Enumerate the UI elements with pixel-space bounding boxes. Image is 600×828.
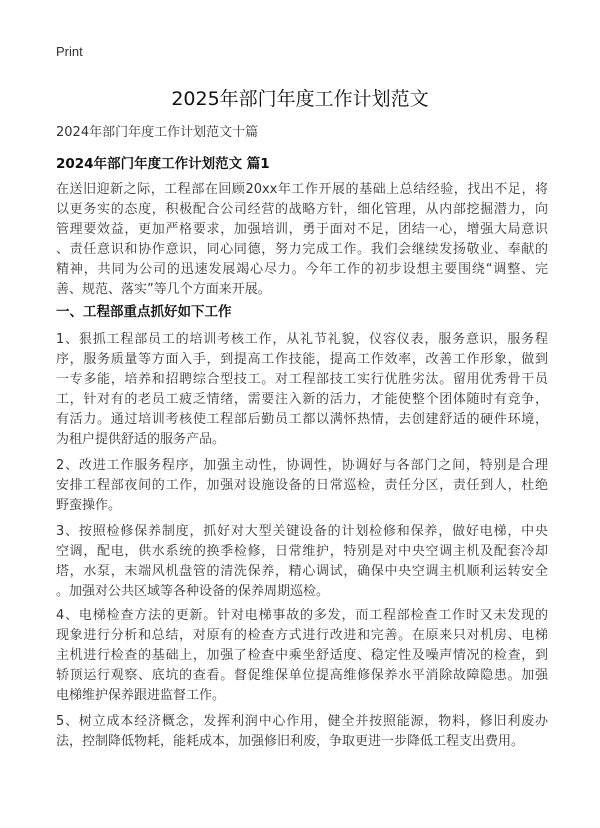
text-line: 现象进行分析和总结，对原有的检查方式进行改进和完善。在原来只对机房、电梯	[56, 628, 548, 643]
text-line: 以更务实的态度，积极配合公司经营的战略方针，细化管理，从内部挖掘潜力，向	[56, 202, 548, 217]
text-line: 3、按照检修保养制度，抓好对大型关键设备的计划检修和保养，做好电梯，中央	[56, 524, 548, 539]
text-line: 安排工程部夜间的工作，加强对设施设备的日常巡检，责任分区，责任到人，杜绝	[56, 478, 548, 493]
item-paragraph-3	[56, 522, 548, 602]
item-paragraph-1	[56, 330, 548, 450]
text-line: 2、改进工作服务程序，加强主动性，协调性，协调好与各部门之间，特别是合理	[56, 458, 548, 473]
print-label[interactable]: Print	[56, 44, 83, 59]
text-line: 有活力。通过培训考核使工程部后勤员工都以满怀热情，去创建舒适的硬件环境，	[56, 412, 548, 427]
item-paragraph-2	[56, 456, 548, 516]
text-line: 塔，水泵，末端风机盘管的清洗保养，精心调试，确保中央空调主机顺利运转安全	[56, 564, 548, 579]
item-paragraph-5	[56, 712, 548, 752]
text-line: 电梯维护保养跟进监督工作。	[56, 688, 226, 703]
text-line: 、责任意识和协作意识，同心同德，努力完成工作。我们会继续发扬敬业、奉献的	[56, 242, 548, 257]
text-line: 序，服务质量等方面入手，到提高工作技能，提高工作效率，改善工作形象，做到	[56, 352, 548, 367]
text-line: 为租户提供舒适的服务产品。	[56, 432, 226, 447]
text-line: 。加强对公共区域等各种设备的保养周期巡检。	[56, 584, 330, 599]
text-line: 在送旧迎新之际，工程部在回顾20xx年工作开展的基础上总结经验，找出不足，将	[56, 182, 548, 197]
document-subtitle: 2024年部门年度工作计划范文十篇	[56, 125, 259, 140]
text-line: 1、狠抓工程部员工的培训考核工作，从礼节礼貌，仪容仪表，服务意识，服务程	[56, 332, 548, 347]
text-line: 一专多能，培养和招聘综合型技工。对工程部技工实行优胜劣汰。留用优秀骨干员	[56, 372, 548, 387]
text-line: 管理要效益，更加严格要求，加强培训，勇于面对不足，团结一心，增强大局意识	[56, 222, 548, 237]
section-heading: 2024年部门年度工作计划范文 篇1	[56, 156, 270, 172]
text-line: 善、规范、落实”等几个方面来开展。	[56, 282, 271, 297]
intro-paragraph	[56, 180, 548, 300]
text-line: 4、电梯检查方法的更新。针对电梯事故的多发，而工程部检查工作时又未发现的	[56, 608, 548, 623]
text-line: 主机进行检查的基础上，加强了检查中乘坐舒适度、稳定性及噪声情况的检查，到	[56, 648, 548, 663]
text-line: 法，控制降低物耗，能耗成本，加强修旧利废，争取更进一步降低工程支出费用。	[56, 734, 525, 749]
page-title: 2025年部门年度工作计划范文	[171, 88, 429, 110]
text-line: 精神，共同为公司的迅速发展竭心尽力。今年工作的初步设想主要围绕“调整、完	[56, 262, 548, 277]
item-paragraph-4	[56, 606, 548, 706]
text-line: 5、树立成本经济概念，发挥利润中心作用，健全并按照能源，物料，修旧利废办	[56, 714, 548, 729]
text-line: 轿顶运行观察、底坑的查看。督促维保单位提高维修保养水平消除故障隐患。加强	[56, 668, 548, 683]
text-line: 野蛮操作。	[56, 498, 122, 513]
text-line: 工，针对有的老员工疲乏情绪，需要注入新的活力，才能使整个团体随时有竞争，	[56, 392, 548, 407]
text-line: 空调，配电，供水系统的换季检修，日常维护，特别是对中央空调主机及配套冷却	[56, 544, 548, 559]
part-heading: 一、工程部重点抓好如下工作	[56, 304, 232, 320]
